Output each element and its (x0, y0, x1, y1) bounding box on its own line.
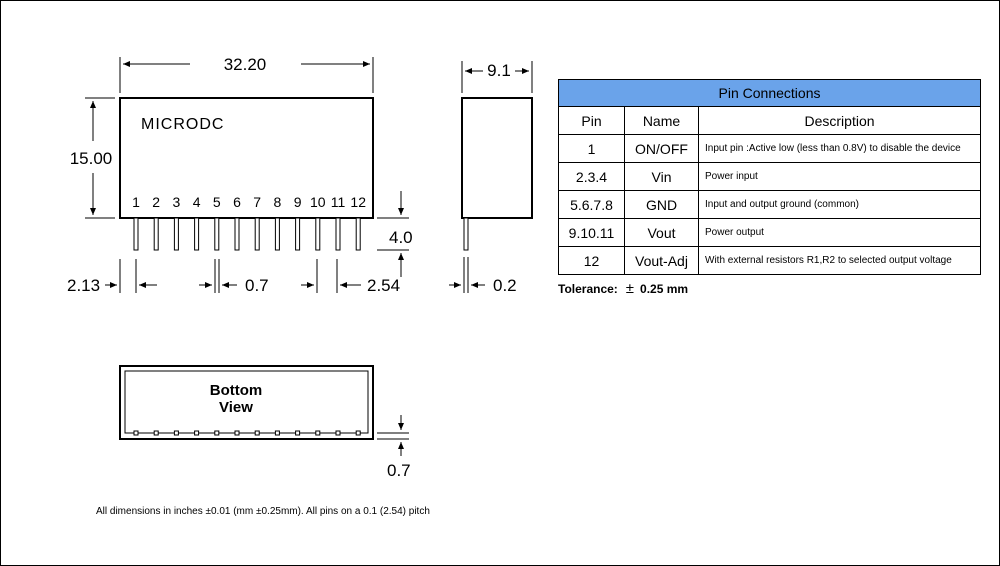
edge-to-pin-dimension (67, 259, 157, 295)
thickness-dimension (462, 61, 532, 93)
standoff-label: 0.7 (387, 461, 411, 480)
pin (154, 218, 158, 250)
height-dimension (70, 98, 115, 218)
footnote: All dimensions in inches ±0.01 (mm ±0.25mm). All pins on a 0.1 (2.54) pitch (96, 506, 430, 517)
bottom-pad (275, 431, 279, 435)
bottom-pad (316, 431, 320, 435)
front-view (67, 55, 413, 295)
standoff-dimension (377, 415, 411, 480)
pin (255, 218, 259, 250)
name-cell: ON/OFF (625, 135, 699, 163)
tolerance-label: Tolerance: (558, 282, 618, 296)
bottom-pad (174, 431, 178, 435)
table-row (559, 163, 981, 191)
width-dimension (120, 55, 373, 93)
pin (275, 218, 279, 250)
pin (316, 218, 320, 250)
pin-numbers (132, 194, 366, 210)
name-cell: Vout (625, 219, 699, 247)
side-body (462, 98, 532, 218)
name-cell: Vout-Adj (625, 247, 699, 275)
pin (195, 218, 199, 250)
bottom-pad (235, 431, 239, 435)
bottom-pad (255, 431, 259, 435)
pin-number-label: 4 (192, 194, 201, 210)
pin-thickness-dimension (449, 257, 517, 295)
name-cell: GND (625, 191, 699, 219)
table-row (559, 219, 981, 247)
header-name: Name (625, 107, 699, 135)
pin (336, 218, 340, 250)
pin-thickness-label: 0.2 (493, 276, 517, 295)
pin-cell: 2.3.4 (559, 163, 625, 191)
description-cell: Input and output ground (common) (699, 191, 981, 219)
pin-number-label: 9 (293, 194, 302, 210)
table-row (559, 247, 981, 275)
thickness-label: 9.1 (487, 61, 511, 80)
pin-pitch-dimension (301, 259, 400, 295)
pin (296, 218, 300, 250)
pin-width-label: 0.7 (245, 276, 269, 295)
pin-cell: 9.10.11 (559, 219, 625, 247)
bottom-pad (356, 431, 360, 435)
bottom-pad (134, 431, 138, 435)
pin-number-label: 1 (132, 194, 140, 210)
pin-cell: 1 (559, 135, 625, 163)
pin (174, 218, 178, 250)
pin (134, 218, 138, 250)
pin (215, 218, 219, 250)
edge-to-pin-label: 2.13 (67, 276, 101, 295)
description-cell: Input pin :Active low (less than 0.8V) to disable the device (699, 135, 981, 163)
pin-cell: 5.6.7.8 (559, 191, 625, 219)
pin-number-label: 5 (212, 194, 221, 210)
name-cell: Vin (625, 163, 699, 191)
side-pin (464, 218, 468, 250)
pin-number-label: 7 (253, 194, 262, 210)
tolerance-note (558, 280, 688, 297)
description-cell: Power input (699, 163, 981, 191)
pin-number-label: 10 (310, 194, 326, 210)
table-row (559, 191, 981, 219)
side-view (449, 61, 532, 295)
bottom-pad (336, 431, 340, 435)
header-pin: Pin (559, 107, 625, 135)
bottom-pad (296, 431, 300, 435)
bottom-pad (215, 431, 219, 435)
pin-width-dimension (199, 259, 269, 295)
tolerance-value: 0.25 mm (640, 282, 689, 296)
pin-number-label: 3 (172, 194, 181, 210)
bottom-pad (154, 431, 158, 435)
pin-number-label: 6 (233, 194, 241, 210)
pin-length-dimension (377, 191, 413, 277)
pin-cell: 12 (559, 247, 625, 275)
pin (356, 218, 360, 250)
bottom-pad (195, 431, 199, 435)
pin-number-label: 11 (330, 194, 346, 210)
width-label: 32.20 (223, 55, 267, 74)
bottom-title-line2: View (219, 399, 253, 416)
height-label: 15.00 (69, 149, 113, 168)
pin (235, 218, 239, 250)
pin-number-label: 8 (273, 194, 282, 210)
pin-number-label: 12 (350, 194, 366, 210)
plus-minus-symbol: ± (625, 280, 635, 297)
pins (134, 218, 360, 250)
bottom-title-line1: Bottom (209, 382, 263, 399)
description-cell: With external resistors R1,R2 to selected output voltage (699, 247, 981, 275)
model-label: MICRODC (141, 116, 225, 133)
pin-length-label: 4.0 (389, 228, 413, 247)
pin-pitch-label: 2.54 (367, 276, 401, 295)
pin-number-label: 2 (152, 194, 161, 210)
description-cell: Power output (699, 219, 981, 247)
table-row (559, 135, 981, 163)
bottom-view (120, 366, 411, 480)
header-description: Description (699, 107, 981, 135)
pin-connections-table (558, 79, 981, 275)
table-title: Pin Connections (559, 80, 981, 107)
